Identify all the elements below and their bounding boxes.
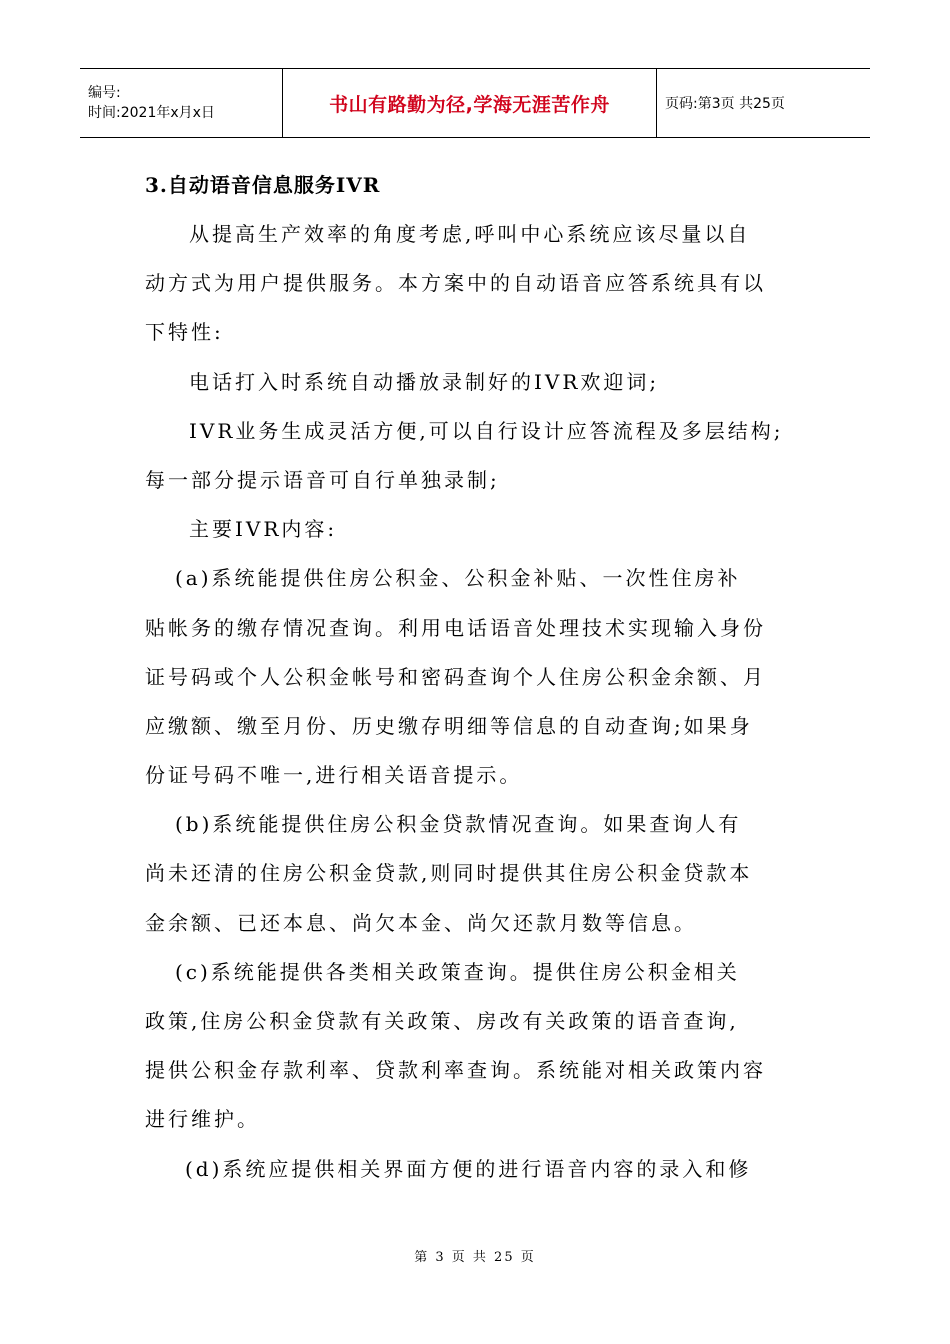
body-line: 电话打入时系统自动播放录制好的IVR欢迎词; [189,369,660,394]
body-line: 应缴额、缴至月份、历史缴存明细等信息的自动查询;如果身 [145,713,753,738]
header-page-info: 页码:第3页 共25页 [665,96,785,112]
page-footer: 第 3 页 共 25 页 [414,1250,536,1265]
body-line: 尚未还清的住房公积金贷款,则同时提供其住房公积金贷款本 [145,861,753,886]
document-number-label: 编号: [88,85,121,101]
body-line: 进行维护。 [145,1107,260,1132]
section-heading: 3.自动语音信息服务IVR [145,173,381,197]
body-line: 提供公积金存款利率、贷款利率查询。系统能对相关政策内容 [145,1058,766,1083]
body-line: (c)系统能提供各类相关政策查询。提供住房公积金相关 [175,959,740,984]
document-date: 时间:2021年x月x日 [88,105,215,121]
body-line: 份证号码不唯一,进行相关语音提示。 [145,763,523,788]
header-motto: 书山有路勤为径,学海无涯苦作舟 [329,93,610,116]
document-body [145,160,810,1194]
body-line: 金余额、已还本息、尚欠本金、尚欠还款月数等信息。 [145,910,697,935]
body-line: 贴帐务的缴存情况查询。利用电话语音处理技术实现输入身份 [145,615,766,640]
body-line: (d)系统应提供相关界面方便的进行语音内容的录入和修 [185,1156,752,1181]
body-line: 下特性: [145,320,224,345]
body-line: 主要IVR内容: [189,517,338,542]
header-motto-cell [282,69,657,137]
header-meta [80,69,282,137]
body-line: 每一部分提示语音可自行单独录制; [145,467,500,492]
body-line: 从提高生产效率的角度考虑,呼叫中心系统应该尽量以自 [189,222,751,246]
body-line: 证号码或个人公积金帐号和密码查询个人住房公积金余额、月 [145,664,766,689]
body-line: (b)系统能提供住房公积金贷款情况查询。如果查询人有 [175,812,742,837]
page-header [80,68,870,138]
body-line: IVR业务生成灵活方便,可以自行设计应答流程及多层结构; [189,418,784,443]
body-line: 动方式为用户提供服务。本方案中的自动语音应答系统具有以 [145,271,766,296]
body-line: 政策,住房公积金贷款有关政策、房改有关政策的语音查询, [145,1009,739,1033]
body-line: (a)系统能提供住房公积金、公积金补贴、一次性住房补 [175,566,741,591]
